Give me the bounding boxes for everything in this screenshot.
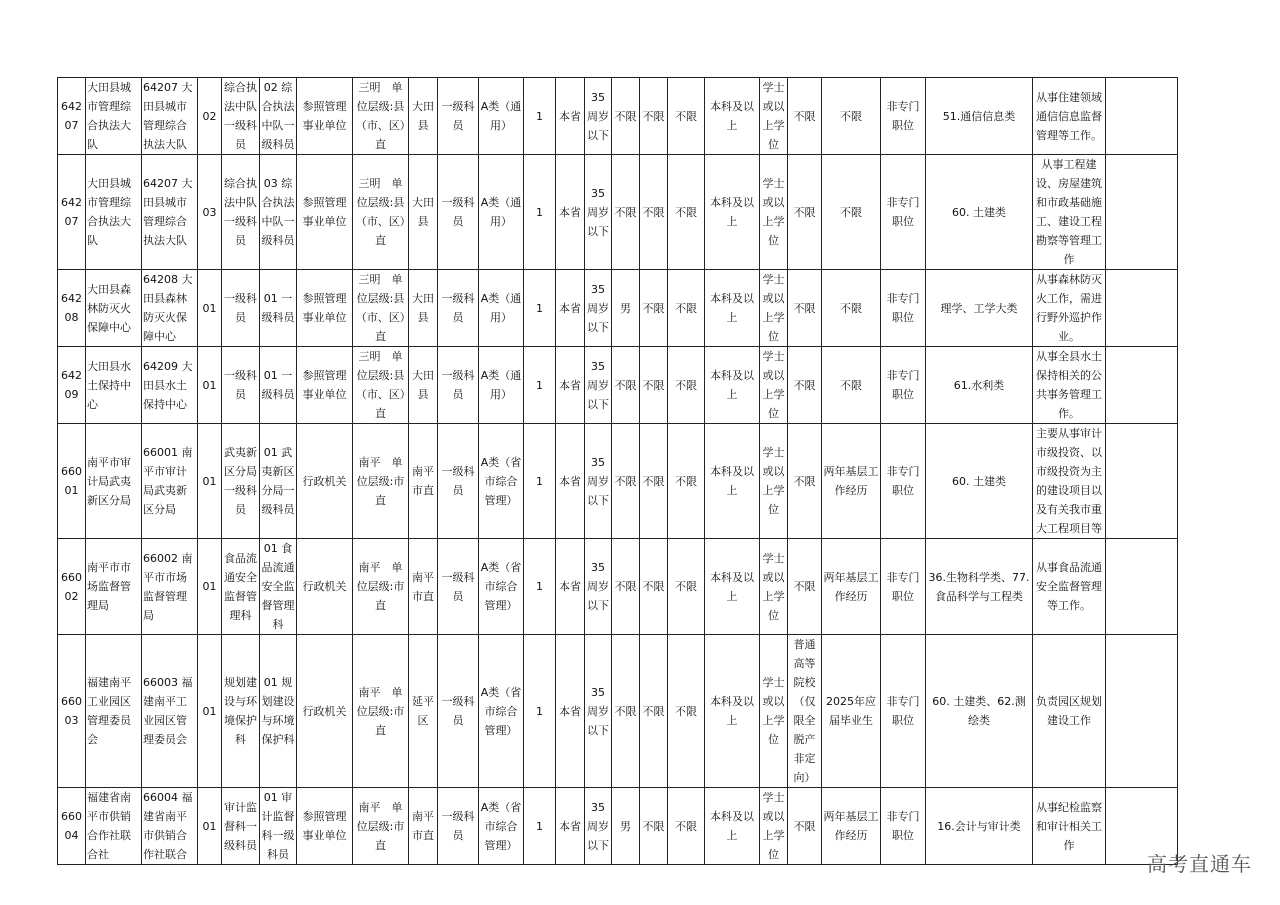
table-row	[58, 78, 1178, 155]
table-cell: 本科及以上	[705, 155, 760, 270]
table-cell: 三明 单位层级:县（市、区）直	[353, 155, 409, 270]
table-cell: 35周岁以下	[585, 270, 612, 347]
table-cell: 不限	[668, 155, 705, 270]
table-cell	[1106, 270, 1178, 347]
table-cell: 1	[524, 635, 556, 788]
table-cell: 两年基层工作经历	[822, 539, 881, 635]
table-cell: 一级科员	[438, 424, 479, 539]
table-cell: 不限	[640, 78, 668, 155]
table-cell: 不限	[640, 424, 668, 539]
table-cell: 本省	[556, 155, 585, 270]
table-cell: 普通高等院校（仅限全脱产非定向）	[788, 635, 822, 788]
table-cell: 66003	[58, 635, 86, 788]
table-cell: 参照管理事业单位	[297, 155, 353, 270]
table-cell: 大田县城市管理综合执法大队	[86, 78, 142, 155]
table-cell: 大田县	[409, 155, 438, 270]
table-row	[58, 270, 1178, 347]
table-cell: 不限	[612, 635, 640, 788]
table-cell: 1	[524, 155, 556, 270]
table-cell: 三明 单位层级:县（市、区）直	[353, 78, 409, 155]
table-cell: 南平市直	[409, 539, 438, 635]
table-cell: 66004	[58, 788, 86, 865]
table-cell: 学士或以上学位	[760, 78, 788, 155]
table-cell: 从事工程建设、房屋建筑和市政基础施工、建设工程勘察等管理工作	[1033, 155, 1106, 270]
table-cell: 36.生物科学类、77.食品科学与工程类	[926, 539, 1033, 635]
table-cell: 学士或以上学位	[760, 270, 788, 347]
table-cell: 01 审计监督科一级科员	[260, 788, 297, 865]
table-cell: 本省	[556, 788, 585, 865]
table-cell: 35周岁以下	[585, 347, 612, 424]
table-cell: 不限	[668, 424, 705, 539]
table-cell: 非专门职位	[881, 635, 926, 788]
table-row	[58, 155, 1178, 270]
table-cell: 不限	[640, 270, 668, 347]
table-cell: 不限	[788, 270, 822, 347]
table-cell: 不限	[612, 78, 640, 155]
table-cell: A类（通用）	[479, 347, 524, 424]
watermark: 高考直通车	[1147, 852, 1252, 876]
table-cell: 一级科员	[222, 347, 260, 424]
table-cell: 1	[524, 78, 556, 155]
table-cell: 60. 土建类	[926, 424, 1033, 539]
table-cell: 本科及以上	[705, 270, 760, 347]
table-cell: 男	[612, 270, 640, 347]
table-cell: 64207	[58, 155, 86, 270]
table-cell: 不限	[668, 788, 705, 865]
table-cell: 01 规划建设与环境保护科	[260, 635, 297, 788]
table-cell: 南平市市场监督管理局	[86, 539, 142, 635]
table-cell: 不限	[822, 78, 881, 155]
table-cell: 行政机关	[297, 539, 353, 635]
table-cell: 01	[198, 788, 222, 865]
table-cell: 一级科员	[438, 270, 479, 347]
table-cell: 1	[524, 270, 556, 347]
table-cell: 不限	[612, 424, 640, 539]
table-cell: 本科及以上	[705, 347, 760, 424]
table-cell: A类（省市综合管理）	[479, 424, 524, 539]
table-cell	[1106, 155, 1178, 270]
table-cell: 16.会计与审计类	[926, 788, 1033, 865]
table-cell: 非专门职位	[881, 78, 926, 155]
table-cell: 一级科员	[438, 788, 479, 865]
table-cell: 1	[524, 347, 556, 424]
table-cell: 本科及以上	[705, 788, 760, 865]
table-cell: 64207 大田县城市管理综合执法大队	[142, 155, 198, 270]
table-cell: 61.水利类	[926, 347, 1033, 424]
table-cell: 主要从事审计市级投资、以市级投资为主的建设项目以及有关我市重大工程项目等	[1033, 424, 1106, 539]
table-cell: 不限	[822, 155, 881, 270]
table-cell: 学士或以上学位	[760, 155, 788, 270]
table-cell: 本科及以上	[705, 635, 760, 788]
table-cell: 一级科员	[222, 270, 260, 347]
table-cell: 南平 单位层级:市直	[353, 424, 409, 539]
table-cell: 64207	[58, 78, 86, 155]
table-cell: A类（通用）	[479, 270, 524, 347]
table-cell: 本科及以上	[705, 78, 760, 155]
table-cell: 福建省南平市供销合作社联合社	[86, 788, 142, 865]
job-listing-table	[57, 77, 1178, 865]
table-cell: 51.通信信息类	[926, 78, 1033, 155]
table-cell: 66001	[58, 424, 86, 539]
table-row	[58, 347, 1178, 424]
table-cell	[1106, 78, 1178, 155]
table-cell: 非专门职位	[881, 347, 926, 424]
table-cell: 03 综合执法中队一级科员	[260, 155, 297, 270]
table-cell: 非专门职位	[881, 539, 926, 635]
table-cell: 不限	[640, 788, 668, 865]
table-cell: 参照管理事业单位	[297, 270, 353, 347]
table-cell: 本科及以上	[705, 424, 760, 539]
table-cell: 1	[524, 788, 556, 865]
table-cell: 南平 单位层级:市直	[353, 788, 409, 865]
table-cell: 60. 土建类、62.测绘类	[926, 635, 1033, 788]
table-cell: 66002	[58, 539, 86, 635]
table-cell	[1106, 424, 1178, 539]
table-cell: 规划建设与环境保护科	[222, 635, 260, 788]
table-cell: 大田县水土保持中心	[86, 347, 142, 424]
table-cell: 行政机关	[297, 424, 353, 539]
table-cell: 南平市直	[409, 788, 438, 865]
table-cell: 35周岁以下	[585, 788, 612, 865]
table-cell: 不限	[822, 270, 881, 347]
table-cell: 福建南平工业园区管理委员会	[86, 635, 142, 788]
table-cell: 66002 南平市市场监督管理局	[142, 539, 198, 635]
table-cell: 不限	[640, 347, 668, 424]
table-cell: 非专门职位	[881, 788, 926, 865]
table-cell: 大田县	[409, 347, 438, 424]
table-cell: 35周岁以下	[585, 539, 612, 635]
table-cell: 不限	[788, 424, 822, 539]
table-cell: 南平 单位层级:市直	[353, 539, 409, 635]
table-cell: 35周岁以下	[585, 635, 612, 788]
table-cell: 64209	[58, 347, 86, 424]
table-cell: 不限	[668, 635, 705, 788]
table-cell: 1	[524, 539, 556, 635]
table-cell: 不限	[788, 155, 822, 270]
table-cell: 学士或以上学位	[760, 788, 788, 865]
table-cell: 66003 福建南平工业园区管理委员会	[142, 635, 198, 788]
table-cell: 审计监督科一级科员	[222, 788, 260, 865]
table-cell: 64207 大田县城市管理综合执法大队	[142, 78, 198, 155]
table-cell: 01 食品流通安全监督管理科	[260, 539, 297, 635]
table-cell: 01 一级科员	[260, 270, 297, 347]
table-cell: 非专门职位	[881, 270, 926, 347]
table-cell: 大田县	[409, 78, 438, 155]
table-row	[58, 424, 1178, 539]
table-row	[58, 635, 1178, 788]
table-cell: 参照管理事业单位	[297, 78, 353, 155]
table-cell: 1	[524, 424, 556, 539]
table-cell: 学士或以上学位	[760, 347, 788, 424]
table-cell: 非专门职位	[881, 424, 926, 539]
table-cell: 35周岁以下	[585, 78, 612, 155]
table-cell: 35周岁以下	[585, 155, 612, 270]
table-cell: 学士或以上学位	[760, 424, 788, 539]
table-cell: 武夷新区分局一级科员	[222, 424, 260, 539]
table-cell: 非专门职位	[881, 155, 926, 270]
table-cell: 不限	[822, 347, 881, 424]
table-cell: 参照管理事业单位	[297, 788, 353, 865]
table-cell: 02	[198, 78, 222, 155]
table-cell: 03	[198, 155, 222, 270]
table-cell: 02 综合执法中队一级科员	[260, 78, 297, 155]
table-cell	[1106, 347, 1178, 424]
table-cell: 从事森林防灭火工作，需进行野外巡护作业。	[1033, 270, 1106, 347]
table-cell: 从事食品流通安全监督管理等工作。	[1033, 539, 1106, 635]
table-cell: 66004 福建省南平市供销合作社联合	[142, 788, 198, 865]
table-cell: A类（通用）	[479, 155, 524, 270]
table-cell: 不限	[668, 78, 705, 155]
table-cell: 行政机关	[297, 635, 353, 788]
table-cell: 延平区	[409, 635, 438, 788]
table-cell: 男	[612, 788, 640, 865]
table-cell: 综合执法中队一级科员	[222, 78, 260, 155]
table-cell: 64208	[58, 270, 86, 347]
table-cell: 一级科员	[438, 635, 479, 788]
table-cell: 南平 单位层级:市直	[353, 635, 409, 788]
table-cell: 不限	[788, 788, 822, 865]
table-cell: 参照管理事业单位	[297, 347, 353, 424]
table-cell: 南平市审计局武夷新区分局	[86, 424, 142, 539]
table-cell: 学士或以上学位	[760, 539, 788, 635]
table-cell: 从事住建领域通信信息监督管理等工作。	[1033, 78, 1106, 155]
table-cell: 不限	[788, 539, 822, 635]
table-body	[58, 78, 1178, 865]
table-cell: 2025年应届毕业生	[822, 635, 881, 788]
table-cell: 两年基层工作经历	[822, 424, 881, 539]
table-cell: 本省	[556, 635, 585, 788]
table-row	[58, 539, 1178, 635]
table-cell: 本省	[556, 539, 585, 635]
table-cell: 不限	[788, 347, 822, 424]
table-cell: 01	[198, 424, 222, 539]
table-cell: 66001 南平市审计局武夷新区分局	[142, 424, 198, 539]
table-cell: 01 一级科员	[260, 347, 297, 424]
table-cell: 一级科员	[438, 347, 479, 424]
table-cell	[1106, 635, 1178, 788]
table-cell: A类（省市综合管理）	[479, 788, 524, 865]
table-cell: 不限	[668, 347, 705, 424]
table-cell	[1106, 539, 1178, 635]
table-cell: A类（省市综合管理）	[479, 539, 524, 635]
table-cell: 不限	[612, 347, 640, 424]
table-cell: 不限	[612, 539, 640, 635]
table-cell: 不限	[612, 155, 640, 270]
table-cell: A类（通用）	[479, 78, 524, 155]
table-cell: 本省	[556, 347, 585, 424]
table-row	[58, 788, 1178, 865]
table-cell: 大田县	[409, 270, 438, 347]
table-cell: 负责园区规划建设工作	[1033, 635, 1106, 788]
table-cell: 不限	[788, 78, 822, 155]
table-cell: 不限	[668, 539, 705, 635]
table-cell: 不限	[640, 539, 668, 635]
table-cell: 01	[198, 347, 222, 424]
table-cell: 本省	[556, 424, 585, 539]
table-cell: 本省	[556, 78, 585, 155]
table-cell: 01	[198, 270, 222, 347]
table-cell: 不限	[668, 270, 705, 347]
table-cell: 一级科员	[438, 539, 479, 635]
table-cell: 64209 大田县水土保持中心	[142, 347, 198, 424]
table-cell: 南平市直	[409, 424, 438, 539]
table-cell: 35周岁以下	[585, 424, 612, 539]
table-cell: 01	[198, 539, 222, 635]
table-cell: 不限	[640, 635, 668, 788]
table-cell: 食品流通安全监督管理科	[222, 539, 260, 635]
table-cell: 学士或以上学位	[760, 635, 788, 788]
table-cell: 01	[198, 635, 222, 788]
table-cell: 本省	[556, 270, 585, 347]
table-cell: 不限	[640, 155, 668, 270]
table-cell: 一级科员	[438, 155, 479, 270]
table-cell: 综合执法中队一级科员	[222, 155, 260, 270]
table-cell: 大田县森林防灭火保障中心	[86, 270, 142, 347]
table-cell: 一级科员	[438, 78, 479, 155]
table-cell: 大田县城市管理综合执法大队	[86, 155, 142, 270]
table-cell: 60. 土建类	[926, 155, 1033, 270]
table-cell: 三明 单位层级:县（市、区）直	[353, 347, 409, 424]
table-cell: 64208 大田县森林防灭火保障中心	[142, 270, 198, 347]
table-cell: A类（省市综合管理）	[479, 635, 524, 788]
table-cell: 三明 单位层级:县（市、区）直	[353, 270, 409, 347]
table-cell: 两年基层工作经历	[822, 788, 881, 865]
table-cell: 理学、工学大类	[926, 270, 1033, 347]
table-cell: 从事纪检监察和审计相关工作	[1033, 788, 1106, 865]
table-cell: 01 武夷新区分局一级科员	[260, 424, 297, 539]
table-cell: 从事全县水土保持相关的公共事务管理工作。	[1033, 347, 1106, 424]
table-cell: 本科及以上	[705, 539, 760, 635]
